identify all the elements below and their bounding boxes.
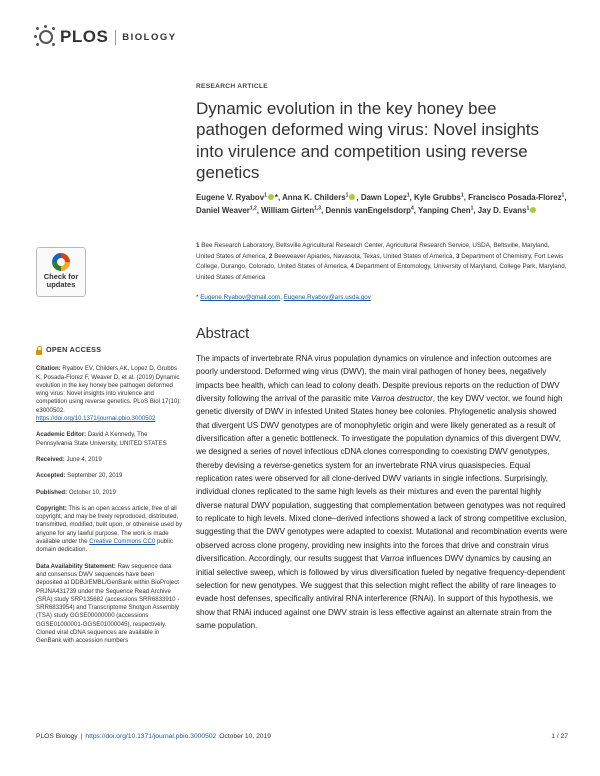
affiliation: 1 Bee Research Laboratory, Beltsville Agricultural Research Center, Agricultural Research Service, USDA, Beltsville, Maryland, United States of America, — [196, 242, 550, 260]
author: Kyle Grubbs$^1$, — [414, 192, 469, 202]
citation: Citation: Ryabov EV, Childers AK, Lopez D, Grubbs K, Posada-Florez F, Weaver D, et al. (2019) Dynamic evolution in the key honey bee pathogen deformed wing virus: Novel insights into virulence and competition using reverse genetics. PLoS Biol 17(10): e3000502. https://doi.org/10.1371/journal.pbio.3000502 — [36, 365, 181, 423]
open-access-label: OPEN ACCESS — [36, 346, 182, 354]
journal-name: BIOLOGY — [122, 31, 177, 43]
brand-name: PLOS — [60, 27, 109, 46]
logo-divider — [115, 30, 116, 45]
footer-separator: | — [80, 733, 83, 740]
plos-mark-icon — [36, 27, 56, 47]
copyright-statement: Copyright: This is an open access article, free of all copyright, and may be freely reproduced, distributed, transmitted, modified, built upon, or otherwise used by anyone for any lawful purpose. The work is made available under the Creative Commons CC0 public domain dedication. — [36, 504, 182, 554]
abstract-heading: Abstract — [196, 326, 250, 342]
author: Dennis vanEngelsdorp$^4$, — [325, 205, 419, 215]
affiliation: 4 Department of Entomology, University of Maryland, College Park, Maryland, United States of America — [196, 263, 567, 282]
abstract-text: The impacts of invertebrate RNA virus population dynamics on virulence and infection outcomes are poorly understood. Deformed wing virus (DWV), the main viral pathogen of honey bees, negatively impacts bee health, which can lead to colony death. Despite previous reports on the reduction of DWV diversity following the arrival of the parasitic mite Varroa destructor, the key DWV vector, we found high genetic diversity of DWV in infested United States honey bee colonies. Phylogenetic analysis showed that divergent US DWV genotypes are of monophyletic origin and were likely generated as a result of diversification after a genetic bottleneck. To investigate the population dynamics of this divergent DWV, we designed a series of novel infectious cDNA clones corresponding to coexisting DWV genotypes, thereby devising a reverse-genetics system for an invertebrate RNA virus quasispecies. Equal replication rates were observed for all clone-derived DWV variants in single infections. Surprisingly, individual clones replicated to the same high levels as their mixtures and even the parental highly diverse natural DWV population, suggesting that complementation between genotypes was not required to replicate to high levels. Mixed clone–derived infections showed a lack of strong competitive exclusion, suggesting that the DWV genotypes were adapted to coexist. Mutational and recombination events were observed across clone progeny, providing new insights into the forces that drive and constrain virus diversification. Accordingly, our results suggest that Varroa influences DWV dynamics by causing an initial selective sweep, which is followed by virus diversification fueled by negative frequency-dependent selection for new genotypes. We suggest that this selection might reflect the ability of rare lineages to evade host defenses, specifically antiviral RNA interference (RNAi). In support of this hypothesis, we show that RNAi induced against one DWV strain is less effective against an alternate strain from the same population. — [196, 354, 568, 630]
crossmark-icon — [52, 253, 70, 271]
author: Dawn Lopez$^1$, — [360, 192, 415, 202]
email-link-1[interactable]: Eugene.Ryabov@gmail.com — [200, 294, 281, 301]
citation-doi-link[interactable]: https://doi.org/10.1371/journal.pbio.3000502 — [36, 415, 156, 423]
orcid-icon[interactable] — [530, 207, 536, 213]
badge-line-2: updates — [46, 280, 76, 289]
author: Francisco Posada-Florez$^1$, — [468, 192, 567, 202]
check-for-updates-button[interactable] — [36, 247, 86, 297]
article-title: Dynamic evolution in the key honey bee pathogen deformed wing virus: Novel insights into virulence and competition using reverse genetics — [196, 99, 540, 182]
footer-journal: PLOS Biology — [36, 733, 78, 740]
data-availability-statement: Data Availability Statement: Raw sequence data and consensus DWV sequences have been deposited at DDBJ/EMBL/GenBank within BioProject PRJNA431739 under the Sequence Read Archive (SRA) study SRP135682 (accessions SRR6833910 - SRR6833954) and Transcriptome Shotgun Assembly (TSA) study GGSE00000000 (accessions GGSE01000001-GGSE01000045), respectively. Cloned viral cDNA sequences are available in GenBank with accession numbers — [36, 562, 180, 645]
correspondence: * Eugene.Ryabov@gmail.com, Eugene.Ryabov@ars.usda.gov — [196, 294, 371, 301]
published-date: Published: October 10, 2019 — [36, 488, 116, 496]
cc0-license-link[interactable]: Creative Commons CC0 — [89, 538, 156, 546]
affiliation: 2 Beeweaver Apiaries, Navasota, Texas, United States of America, — [268, 252, 455, 260]
article-sidebar — [36, 346, 182, 654]
affiliation: 3 Department of Chemistry, Fort Lewis College, Durango, Colorado, United States of America, — [196, 252, 564, 271]
badge-line-1: Check for — [43, 272, 79, 281]
accepted-date: Accepted: September 20, 2019 — [36, 472, 123, 480]
author: Jay D. Evans$^1$ — [478, 206, 537, 215]
footer-date: October 10, 2019 — [219, 733, 271, 740]
affiliation-list — [196, 241, 568, 284]
author: Anna K. Childers$^1$ , — [282, 192, 361, 202]
received-date: Received: June 4, 2019 — [36, 455, 102, 463]
page-number: 1 / 27 — [551, 733, 568, 740]
footer-doi-link[interactable]: https://doi.org/10.1371/journal.pbio.3000502 — [85, 733, 217, 740]
orcid-icon[interactable] — [268, 194, 274, 200]
plos-logo — [36, 27, 177, 47]
academic-editor: Academic Editor: David A Kennedy, The Pennsylvania State University, UNITED STATES — [36, 431, 167, 447]
article-type: RESEARCH ARTICLE — [196, 83, 268, 90]
author-list — [196, 190, 568, 216]
author: Eugene V. Ryabov$^1$ *, — [196, 192, 283, 202]
open-lock-icon — [36, 346, 42, 354]
page-footer — [36, 733, 568, 740]
orcid-icon[interactable] — [349, 194, 355, 200]
author: Daniel Weaver$^{1,2}$, — [196, 205, 262, 215]
author: William Girten$^{1,3}$, — [261, 205, 326, 215]
email-link-2[interactable]: Eugene.Ryabov@ars.usda.gov — [283, 294, 371, 301]
author: Yanping Chen$^1$, — [418, 205, 478, 215]
